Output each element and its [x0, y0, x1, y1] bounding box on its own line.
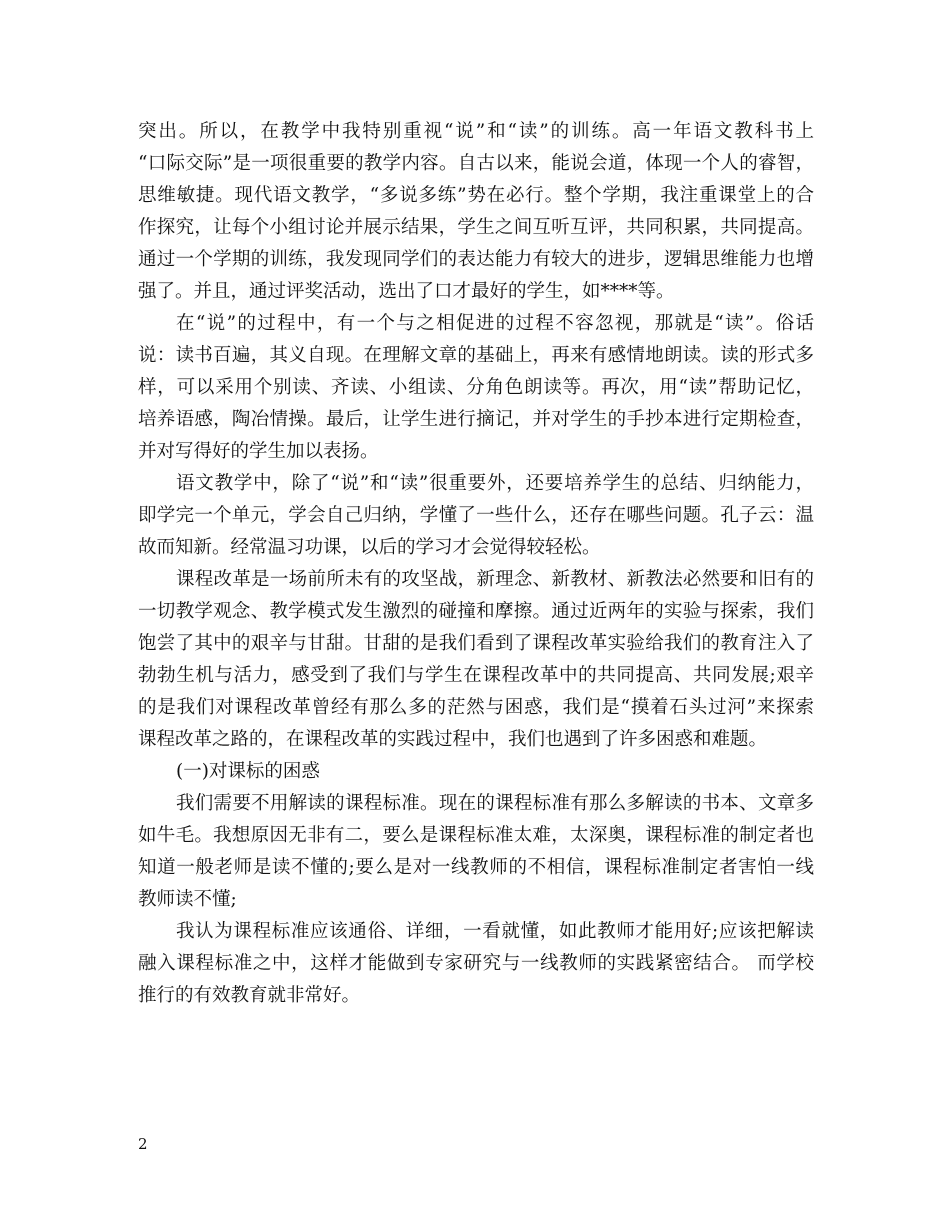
text-line: 说：读书百遍，其义自现。在理解文章的基础上，再来有感情地朗读。读的形式多 — [138, 345, 814, 366]
text-line: 知道一般老师是读不懂的;要么是对一线教师的不相信，课程标准制定者害怕一线 — [138, 857, 814, 878]
text-line: 我认为课程标准应该通俗、详细，一看就懂，如此教师才能用好;应该把解读 — [176, 921, 814, 942]
text-line: 勃勃生机与活力，感受到了我们与学生在课程改革中的共同提高、共同发展;艰辛 — [138, 665, 814, 686]
text-line: 强了。并且，通过评奖活动，选出了口才最好的学生，如****等。 — [138, 281, 675, 302]
text-line: 故而知新。经常温习功课，以后的学习才会觉得较轻松。 — [138, 537, 601, 558]
text-line: 通过一个学期的训练，我发现同学们的表达能力有较大的进步，逻辑思维能力也增 — [138, 249, 814, 270]
text-line: 语文教学中，除了“说”和“读”很重要外，还要培养学生的总结、归纳能力， — [176, 473, 814, 494]
text-line: 如牛毛。我想原因无非有二，要么是课程标准太难，太深奥，课程标准的制定者也 — [138, 825, 814, 846]
section-heading: (一)对课标的困惑 — [176, 761, 320, 782]
text-line: 突出。所以，在教学中我特别重视“说”和“读”的训练。高一年语文教科书上 — [138, 121, 814, 142]
text-line: 推行的有效教育就非常好。 — [138, 985, 361, 1006]
text-line: 课程改革之路的，在课程改革的实践过程中，我们也遇到了许多困惑和难题。 — [138, 729, 768, 750]
text-line: 一切教学观念、教学模式发生激烈的碰撞和摩擦。通过近两年的实验与探索，我们 — [138, 601, 814, 622]
text-line: 融入课程标准之中，这样才能做到专家研究与一线教师的实践紧密结合。 而学校 — [138, 953, 814, 974]
text-line: 并对写得好的学生加以表扬。 — [138, 441, 379, 462]
page-number: 2 — [138, 1135, 148, 1153]
text-line: 作探究，让每个小组讨论并展示结果，学生之间互听互评，共同积累，共同提高。 — [138, 217, 814, 238]
text-line: 即学完一个单元，学会自己归纳，学懂了一些什么，还存在哪些问题。孔子云：温 — [138, 505, 814, 526]
text-line: “口际交际”是一项很重要的教学内容。自古以来，能说会道，体现一个人的睿智， — [138, 153, 814, 174]
text-line: 培养语感，陶冶情操。最后，让学生进行摘记，并对学生的手抄本进行定期检查， — [138, 409, 814, 430]
text-line: 思维敏捷。现代语文教学，“多说多练”势在必行。整个学期，我注重课堂上的合 — [138, 185, 814, 206]
text-line: 课程改革是一场前所未有的攻坚战，新理念、新教材、新教法必然要和旧有的 — [176, 569, 814, 590]
text-line: 我们需要不用解读的课程标准。现在的课程标准有那么多解读的书本、文章多 — [176, 793, 814, 814]
text-line: 在“说”的过程中，有一个与之相促进的过程不容忽视，那就是“读”。俗话 — [176, 313, 814, 334]
text-line: 样，可以采用个别读、齐读、小组读、分角色朗读等。再次，用“读”帮助记忆， — [138, 377, 814, 398]
text-line: 的是我们对课程改革曾经有那么多的茫然与困惑，我们是“摸着石头过河”来探索 — [138, 697, 814, 718]
text-line: 饱尝了其中的艰辛与甘甜。甘甜的是我们看到了课程改革实验给我们的教育注入了 — [138, 633, 814, 654]
text-line: 教师读不懂; — [138, 889, 237, 910]
document-body — [138, 116, 814, 1012]
